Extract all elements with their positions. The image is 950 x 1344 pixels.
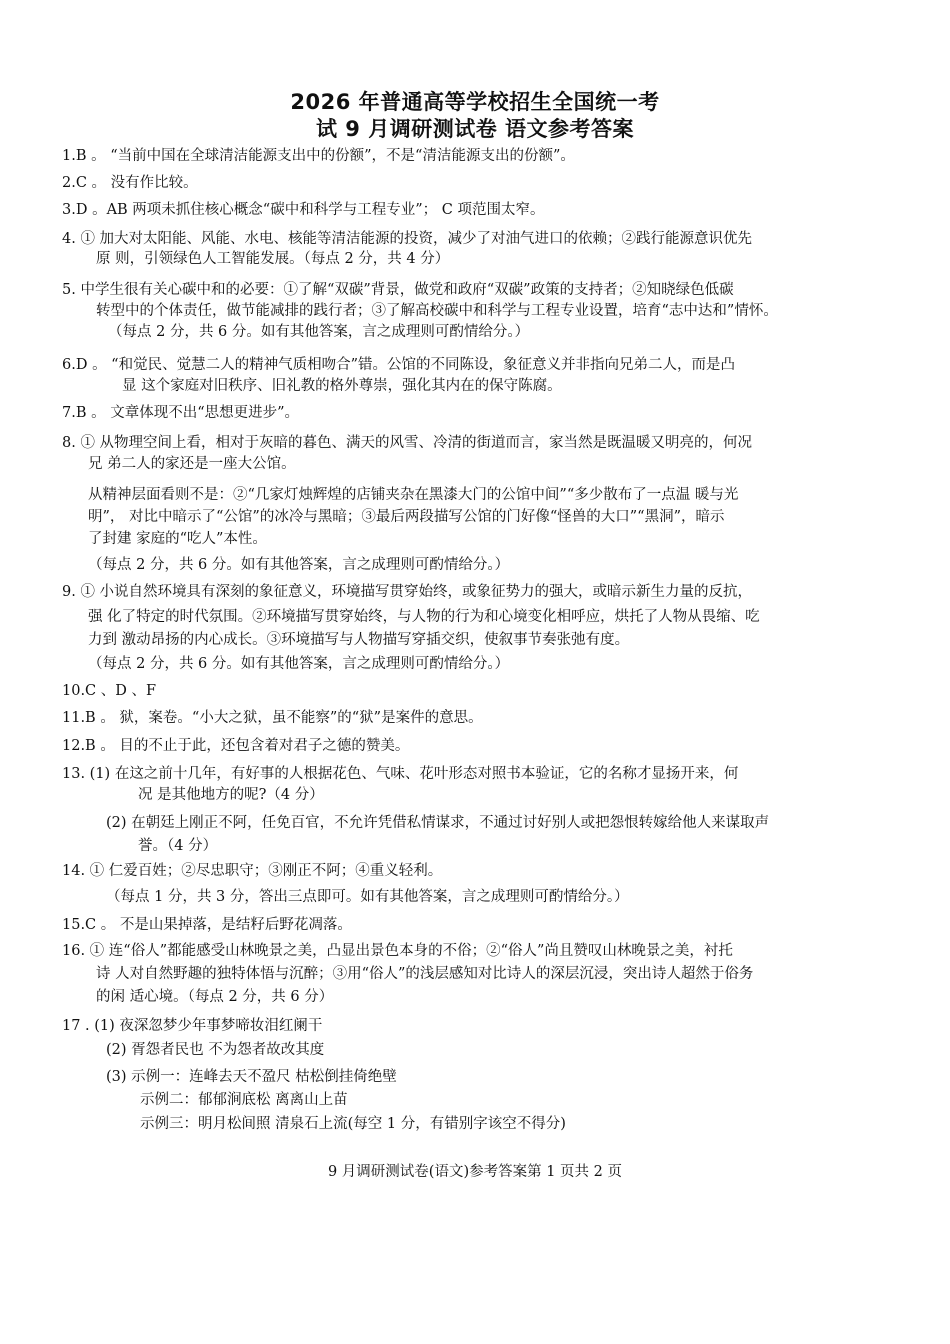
answer-line: 16. ① 连“俗人”都能感受山林晚景之美，凸显出景色本身的不俗；②“俗人”尚且赞叹山林晚景之美，衬托 [62, 943, 733, 959]
page-title-line-2: 试 9 月调研测试卷 语文参考答案 [315, 117, 635, 141]
answer-line: 显 这个家庭对旧秩序、旧礼教的格外尊崇，强化其内在的保守陈腐。 [122, 378, 562, 394]
answer-line: 14. ① 仁爱百姓；②尽忠职守；③刚正不阿；④重义轻利。 [62, 863, 443, 879]
answer-line: （每点 2 分，共 6 分。如有其他答案，言之成理则可酌情给分。） [88, 656, 510, 672]
answer-line: 7.B 。 文章体现不出“思想更进步”。 [62, 405, 300, 421]
answer-line: 11.B 。 狱，案卷。“小大之狱，虽不能察”的“狱”是案件的意思。 [62, 710, 483, 726]
answer-line: （每点 2 分，共 6 分。如有其他答案，言之成理则可酌情给分。） [108, 324, 530, 340]
answer-line: 明”， 对比中暗示了“公馆”的冰冷与黑暗；③最后两段描写公馆的门好像“怪兽的大口”“黑洞”，暗示 [88, 509, 725, 525]
answer-line: (2) 胥怨者民也 不为怨者故改其度 [106, 1042, 325, 1058]
answer-line: 誉。（4 分） [138, 838, 218, 854]
answer-line: 12.B 。 目的不止于此，还包含着对君子之德的赞美。 [62, 738, 410, 754]
answer-line: 的闲 适心境。（每点 2 分，共 6 分） [96, 989, 334, 1005]
answer-line: 兄 弟二人的家还是一座大公馆。 [88, 456, 296, 472]
answer-line: 示例三：明月松间照 清泉石上流(每空 1 分，有错别字该空不得分) [140, 1116, 566, 1132]
page-title-line-1: 2026 年普通高等学校招生全国统一考 [290, 90, 660, 114]
answer-line: 诗 人对自然野趣的独特体悟与沉醉；③用“俗人”的浅层感知对比诗人的深层沉浸，突出诗人超然于俗务 [96, 966, 754, 982]
answer-line: 强 化了特定的时代氛围。②环境描写贯穿始终，与人物的行为和心境变化相呼应，烘托了人物从畏缩、吃 [88, 609, 760, 625]
answer-line: 6.D 。 “和觉民、觉慧二人的精神气质相吻合”错。公馆的不同陈设，象征意义并非指向兄弟二人，而是凸 [62, 357, 735, 373]
answer-line: (2) 在朝廷上刚正不阿，任免百官，不允许凭借私情谋求，不通过讨好别人或把怨恨转嫁给他人来谋取声 [106, 815, 770, 831]
answer-line: 9. ① 小说自然环境具有深刻的象征意义，环境描写贯穿始终，或象征势力的强大，或暗示新生力量的反抗， [62, 584, 753, 600]
answer-line: 从精神层面看则不是：②“几家灯烛辉煌的店铺夹杂在黑漆大门的公馆中间”“多少散布了一点温 暖与光 [88, 487, 739, 503]
answer-line: 况 是其他地方的呢?（4 分） [138, 787, 324, 803]
answer-line: 10.C 、D 、F [62, 683, 157, 699]
answer-line: 转型中的个体责任，做节能减排的践行者；③了解高校碳中和科学与工程专业设置，培育“志中达和”情怀。 [96, 303, 778, 319]
answer-line: 1.B 。 “当前中国在全球清洁能源支出中的份额”，不是“清洁能源支出的份额”。 [62, 148, 575, 164]
answer-line: 了封建 家庭的“吃人”本性。 [88, 531, 267, 547]
answer-line: 3.D 。AB 两项未抓住核心概念“碳中和科学与工程专业”； C 项范围太窄。 [62, 202, 545, 218]
answer-line: 15.C 。 不是山果掉落，是结籽后野花凋落。 [62, 917, 352, 933]
page-footer: 9 月调研测试卷(语文)参考答案第 1 页共 2 页 [327, 1164, 623, 1180]
answer-line: （每点 2 分，共 6 分。如有其他答案，言之成理则可酌情给分。） [88, 557, 510, 573]
answer-line: 4. ① 加大对太阳能、风能、水电、核能等清洁能源的投资，减少了对油气进口的依赖；②践行能源意识优先 [62, 231, 753, 247]
answer-line: (3) 示例一：连峰去天不盈尺 枯松倒挂倚绝壁 [106, 1069, 397, 1085]
answer-line: 13. (1) 在这之前十几年，有好事的人根据花色、气味、花叶形态对照书本验证，它的名称才显扬开来，何 [62, 766, 739, 782]
answer-line: 力到 激动昂扬的内心成长。③环境描写与人物描写穿插交织，使叙事节奏张弛有度。 [88, 632, 630, 648]
answer-line: 5. 中学生很有关心碳中和的必要：①了解“双碳”背景，做党和政府“双碳”政策的支持者；②知晓绿色低碳 [62, 282, 734, 298]
answer-line: 8. ① 从物理空间上看，相对于灰暗的暮色、满天的风雪、冷清的街道而言，家当然是既温暖又明亮的，何况 [62, 435, 753, 451]
answer-line: （每点 1 分，共 3 分，答出三点即可。如有其他答案，言之成理则可酌情给分。） [106, 889, 629, 905]
answer-line: 17 . (1) 夜深忽梦少年事梦啼妆泪红阑干 [62, 1018, 323, 1034]
answer-line: 原 则，引领绿色人工智能发展。（每点 2 分，共 4 分） [96, 251, 450, 267]
answer-line: 示例二：郁郁涧底松 离离山上苗 [140, 1092, 348, 1108]
answer-line: 2.C 。 没有作比较。 [62, 175, 198, 191]
